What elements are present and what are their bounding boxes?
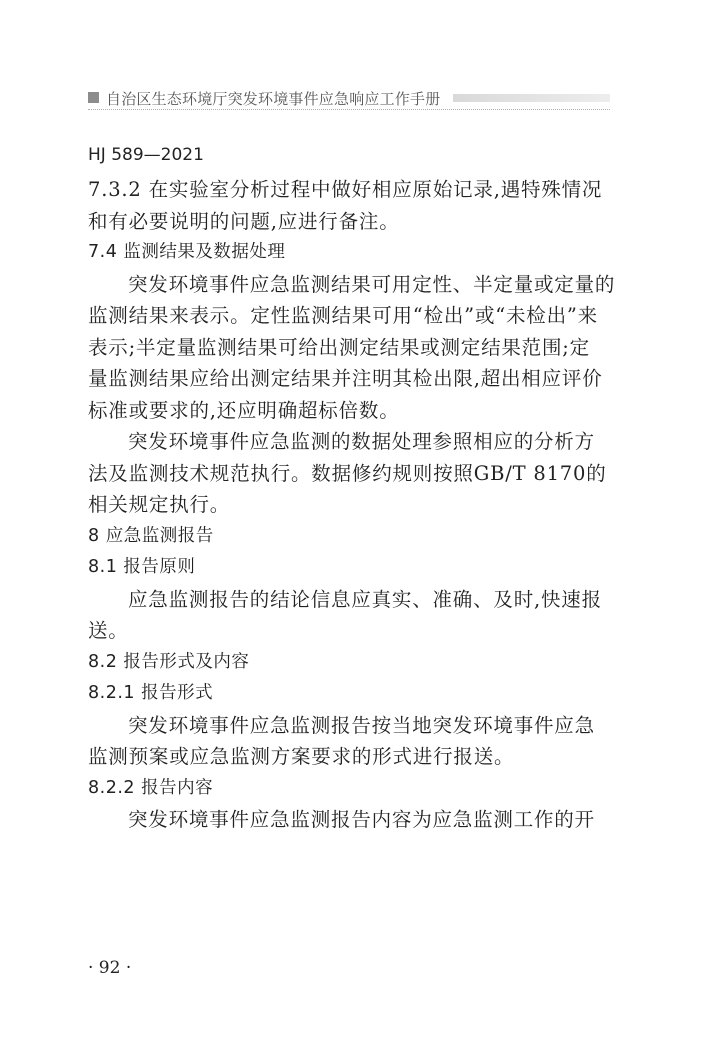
running-header [88, 88, 610, 110]
page-number: · 92 · [88, 958, 132, 978]
text-lines [88, 174, 616, 836]
page-content [88, 140, 616, 836]
body-line: 应急监测报告的结论信息应真实、准确、及时,快速报 [128, 587, 602, 611]
body-line: 相关规定执行。 [88, 493, 231, 516]
section-heading: 8.2 报告形式及内容 [88, 651, 250, 672]
body-line: 送。 [88, 619, 129, 642]
section-heading: 7.4 监测结果及数据处理 [88, 242, 286, 262]
body-line: 和有必要说明的问题,应进行备注。 [88, 209, 400, 233]
body-line: 监测结果来表示。定性监测结果可用“检出”或“未检出”来 [88, 304, 598, 327]
body-line: 监测预案或应急监测方案要求的形式进行报送。 [88, 745, 515, 768]
section-heading: 8.1 报告原则 [88, 557, 196, 577]
body-line: 突发环境事件应急监测的数据处理参照相应的分析方 [128, 430, 595, 453]
body-line: 突发环境事件应急监测报告内容为应急监测工作的开 [128, 808, 595, 831]
body-line: 标准或要求的,还应明确超标倍数。 [88, 398, 400, 422]
body-line: 突发环境事件应急监测结果可用定性、半定量或定量的 [128, 272, 616, 296]
section-heading: 8.2.1 报告形式 [88, 683, 214, 703]
standard-code: HJ 589—2021 [88, 145, 204, 165]
section-heading: 8.2.2 报告内容 [88, 777, 214, 798]
header-square-icon [88, 92, 99, 103]
body-line: 法及监测技术规范执行。数据修约规则按照GB/T 8170的 [88, 461, 607, 485]
running-header-title: 自治区生态环境厅突发环境事件应急响应工作手册 [106, 90, 441, 108]
header-decorative-bar [453, 94, 610, 102]
section-heading: 8 应急监测报告 [88, 525, 214, 546]
header-dotted-rule [88, 109, 610, 110]
body-line: 表示;半定量监测结果可给出测定结果或测定结果范围;定 [88, 335, 590, 359]
body-line: 突发环境事件应急监测报告按当地突发环境事件应急 [128, 713, 595, 737]
body-line: 量监测结果应给出测定结果并注明其检出限,超出相应评价 [88, 367, 603, 390]
body-line: 7.3.2 在实验室分析过程中做好相应原始记录,遇特殊情况 [88, 178, 603, 201]
